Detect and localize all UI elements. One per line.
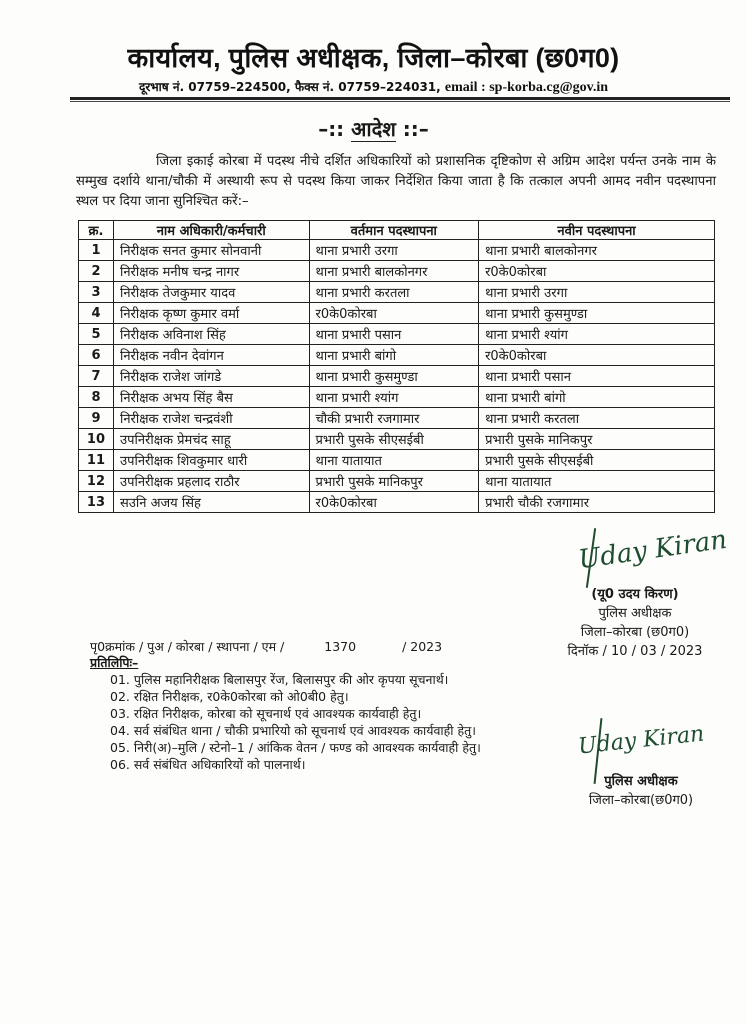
cell-officer-name: उपनिरीक्षक शिवकुमार धारी [113, 450, 309, 471]
table-row [79, 471, 715, 492]
memo-number [90, 638, 442, 655]
table-row [79, 387, 715, 408]
cell-serial: 12 [79, 471, 114, 492]
cell-serial: 9 [79, 408, 114, 429]
signatory-district: जिला–कोरबा (छ0ग0) [580, 625, 690, 640]
copy-to-item: 05. निरी(अ)–मुलि / स्टेनो–1 / आंकिक वेतन / फण्ड को आवश्यक कार्यवाही हेतु। [110, 740, 481, 755]
cell-new-posting: र0के0कोरबा [479, 261, 715, 282]
signatory-designation: पुलिस अधीक्षक [598, 606, 672, 621]
cell-serial: 2 [79, 261, 114, 282]
cell-officer-name: निरीक्षक कृष्ण कुमार वर्मा [113, 303, 309, 324]
cell-current-posting: थाना प्रभारी उरगा [309, 240, 479, 261]
cell-officer-name: निरीक्षक अभय सिंह बैस [113, 387, 309, 408]
cell-current-posting: थाना प्रभारी बालकोनगर [309, 261, 479, 282]
heading-ornament-left: –:: [318, 117, 345, 141]
header-rule [70, 97, 730, 100]
copy-to-item: 01. पुलिस महानिरीक्षक बिलासपुर रेंज, बिलासपुर की ओर कृपया सूचनार्थ। [110, 672, 449, 687]
intro-text: जिला इकाई कोरबा में पदस्थ नीचे दर्शित अधिकारियों को प्रशासनिक दृष्टिकोण से अग्रिम आदेश पर्यन्त उनके नाम के सम्मुख दर्शाये थाना/चौकी में अस्थायी रूप से पदस्थ किया जाकर निर्देशित किया जाता है कि तत्काल अपनी आमद नवीन पदस्थापना स्थल पर दिया जाना सुनिश्चित करें:– [76, 154, 716, 209]
cell-new-posting: प्रभारी पुसके सीएसईबी [479, 450, 715, 471]
cell-serial: 7 [79, 366, 114, 387]
cell-current-posting: थाना प्रभारी बांगो [309, 345, 479, 366]
col-header-current-posting: वर्तमान पदस्थापना [309, 221, 479, 240]
phone-fax: दूरभाष नं. 07759–224500, फैक्स नं. 07759–224031, [138, 80, 441, 94]
cell-serial: 5 [79, 324, 114, 345]
cell-new-posting: थाना प्रभारी करतला [479, 408, 715, 429]
cell-serial: 1 [79, 240, 114, 261]
contact-line [0, 78, 747, 96]
table-row [79, 408, 715, 429]
cell-new-posting: थाना प्रभारी बालकोनगर [479, 240, 715, 261]
office-title: कार्यालय, पुलिस अधीक्षक, जिला–कोरबा (छ0ग0) [127, 43, 620, 73]
copy-to-item: 02. रक्षित निरीक्षक, र0के0कोरबा को ओ0बी0 हेतु। [110, 689, 349, 704]
signature-scrawl: Uday Kiran [577, 721, 706, 760]
cell-current-posting: र0के0कोरबा [309, 303, 479, 324]
signatory-name: (यू0 उदय किरण) [591, 587, 679, 602]
cell-current-posting: थाना प्रभारी श्यांग [309, 387, 479, 408]
col-header-new-posting: नवीन पदस्थापना [479, 221, 715, 240]
table-header-row [79, 221, 715, 240]
cell-officer-name: उपनिरीक्षक प्रहलाद राठौर [113, 471, 309, 492]
heading-text: आदेश [351, 117, 396, 141]
cell-serial: 11 [79, 450, 114, 471]
copy-to-item: 06. सर्व संबंधित अधिकारियों को पालनार्थ। [110, 757, 306, 772]
cell-officer-name: निरीक्षक सनत कुमार सोनवानी [113, 240, 309, 261]
cell-serial: 4 [79, 303, 114, 324]
cell-current-posting: थाना प्रभारी कुसमुण्डा [309, 366, 479, 387]
order-intro [76, 152, 716, 212]
copy-to-item: 03. रक्षित निरीक्षक, कोरबा को सूचनार्थ एवं आवश्यक कार्यवाही हेतु। [110, 706, 422, 721]
cell-current-posting: र0के0कोरबा [309, 492, 479, 513]
cell-current-posting: थाना प्रभारी करतला [309, 282, 479, 303]
cell-officer-name: निरीक्षक मनीष चन्द्र नागर [113, 261, 309, 282]
table-row [79, 429, 715, 450]
cell-current-posting: चौकी प्रभारी रजगामार [309, 408, 479, 429]
signatory-block [560, 585, 710, 661]
table-row [79, 366, 715, 387]
copy-to-list [110, 671, 481, 773]
cell-new-posting: थाना प्रभारी कुसमुण्डा [479, 303, 715, 324]
table-row [79, 450, 715, 471]
table-row [79, 261, 715, 282]
cell-new-posting: थाना यातायात [479, 471, 715, 492]
cell-officer-name: निरीक्षक नवीन देवांगन [113, 345, 309, 366]
cell-officer-name: सउनि अजय सिंह [113, 492, 309, 513]
memo-serial: 1370 [324, 639, 357, 654]
signature-scrawl: Uday Kiran [576, 524, 729, 576]
heading-ornament-right: ::– [402, 117, 429, 141]
copy-to-label: प्रतिलिपिः– [90, 655, 139, 670]
cell-officer-name: निरीक्षक अविनाश सिंह [113, 324, 309, 345]
table-row [79, 282, 715, 303]
cell-new-posting: प्रभारी चौकी रजगामार [479, 492, 715, 513]
memo-prefix: पृ0क्रमांक / पुअ / कोरबा / स्थापना / एम / [90, 639, 285, 654]
cell-officer-name: निरीक्षक राजेश चन्द्रवंशी [113, 408, 309, 429]
cell-current-posting: प्रभारी पुसके सीएसईबी [309, 429, 479, 450]
cell-serial: 8 [79, 387, 114, 408]
signatory-block-2 [566, 772, 716, 810]
signatory-district: जिला–कोरबा(छ0ग0) [588, 793, 694, 808]
cell-new-posting: र0के0कोरबा [479, 345, 715, 366]
cell-serial: 13 [79, 492, 114, 513]
table-row [79, 240, 715, 261]
cell-serial: 6 [79, 345, 114, 366]
cell-current-posting: प्रभारी पुसके मानिकपुर [309, 471, 479, 492]
table-row [79, 345, 715, 366]
table-row [79, 492, 715, 513]
col-header-serial: क्र. [79, 221, 114, 240]
cell-officer-name: उपनिरीक्षक प्रेमचंद साहू [113, 429, 309, 450]
cell-new-posting: थाना प्रभारी श्यांग [479, 324, 715, 345]
cell-new-posting: थाना प्रभारी उरगा [479, 282, 715, 303]
cell-current-posting: थाना प्रभारी पसान [309, 324, 479, 345]
signatory-designation: पुलिस अधीक्षक [604, 774, 678, 789]
cell-serial: 10 [79, 429, 114, 450]
email-address: email : sp-korba.cg@gov.in [444, 80, 609, 95]
cell-new-posting: प्रभारी पुसके मानिकपुर [479, 429, 715, 450]
order-date: दिनॉक / 10 / 03 / 2023 [567, 644, 703, 659]
col-header-name: नाम अधिकारी/कर्मचारी [113, 221, 309, 240]
cell-new-posting: थाना प्रभारी पसान [479, 366, 715, 387]
cell-new-posting: थाना प्रभारी बांगो [479, 387, 715, 408]
table-row [79, 303, 715, 324]
copy-to-item: 04. सर्व संबंधित थाना / चौकी प्रभारियो को सूचनार्थ एवं आवश्यक कार्यवाही हेतु। [110, 723, 476, 738]
memo-year: / 2023 [402, 639, 443, 654]
cell-officer-name: निरीक्षक राजेश जांगडे [113, 366, 309, 387]
cell-officer-name: निरीक्षक तेजकुमार यादव [113, 282, 309, 303]
order-heading [0, 115, 747, 142]
postings-table [78, 220, 715, 513]
cell-current-posting: थाना यातायात [309, 450, 479, 471]
cell-serial: 3 [79, 282, 114, 303]
table-row [79, 324, 715, 345]
header-rule-thin [70, 101, 730, 102]
